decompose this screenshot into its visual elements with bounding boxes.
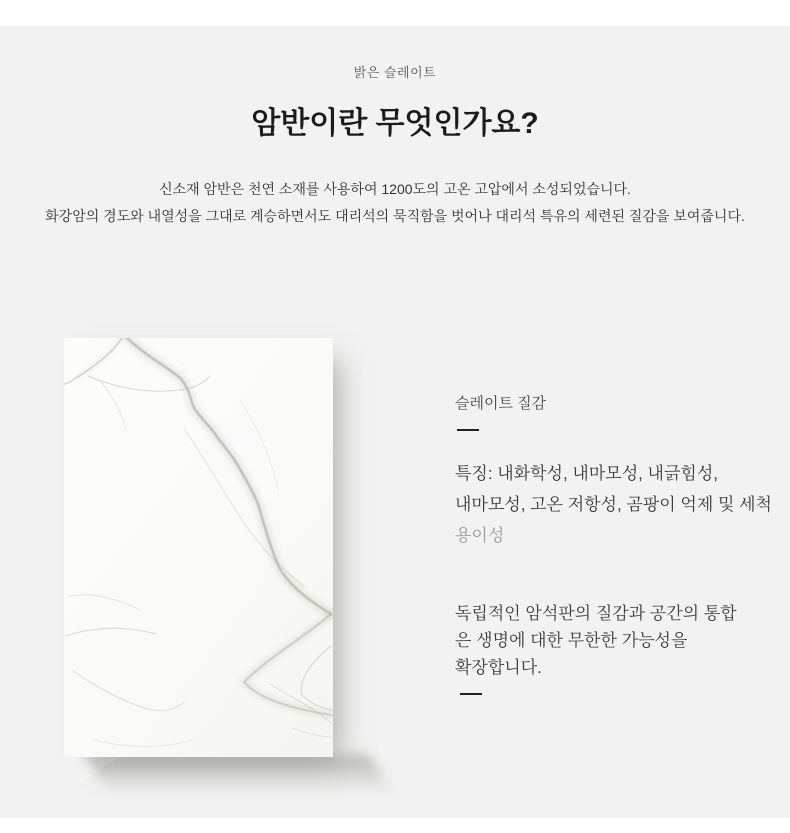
content-area bbox=[0, 26, 790, 818]
integration-line-2: 은 생명에 대한 무한한 가능성을 bbox=[455, 631, 688, 650]
integration-line-3: 확장합니다. bbox=[455, 658, 542, 677]
slab-drop-shadow bbox=[84, 754, 393, 794]
marble-slab-image bbox=[64, 338, 333, 757]
features-line-3: 용이성 bbox=[455, 526, 505, 545]
marble-veins-graphic bbox=[64, 338, 333, 757]
divider-dash-bottom bbox=[460, 693, 482, 695]
features-text bbox=[455, 458, 772, 551]
intro-line-1: 신소재 암반은 천연 소재를 사용하여 1200도의 고온 고압에서 소성되었습니다. bbox=[159, 181, 631, 197]
texture-label: 슬레이트 질감 bbox=[455, 395, 547, 412]
integration-line-1: 독립적인 암석판의 질감과 공간의 통합 bbox=[455, 604, 737, 623]
texture-info-column bbox=[455, 392, 775, 732]
intro-description bbox=[0, 176, 790, 230]
bottom-white-strip bbox=[0, 818, 790, 833]
divider-dash-top bbox=[457, 429, 479, 431]
features-line-1: 특징: 내화학성, 내마모성, 내긁힘성, bbox=[455, 464, 718, 483]
features-line-2: 내마모성, 고온 저항성, 곰팡이 억제 및 세척 bbox=[455, 495, 772, 514]
intro-line-2: 화강암의 경도와 내열성을 그대로 계승하면서도 대리석의 묵직함을 벗어나 대리석 특유의 세련된 질감을 보여줍니다. bbox=[45, 208, 745, 224]
top-white-strip bbox=[0, 0, 790, 26]
eyebrow-label: 밝은 슬레이트 bbox=[353, 65, 437, 80]
page-title: 암반이란 무엇인가요? bbox=[251, 107, 539, 140]
integration-text bbox=[455, 600, 737, 681]
